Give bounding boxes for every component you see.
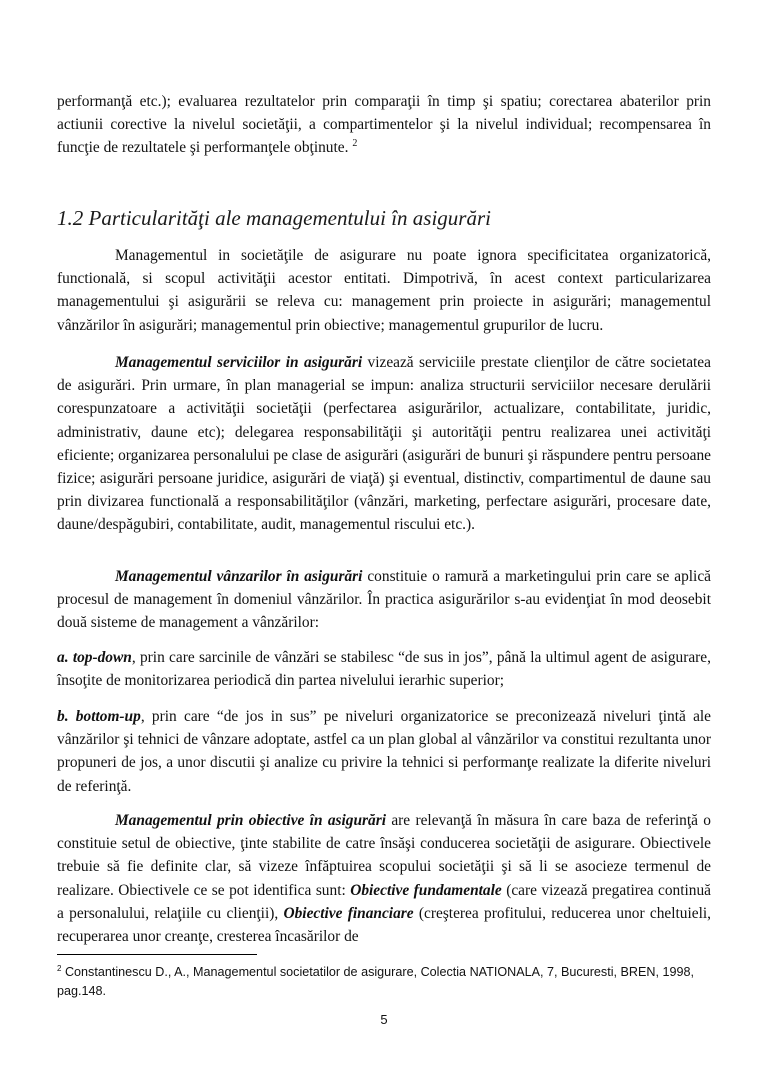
sales-management-text: constituie o ramură a marketingului prin care se aplică procesul de management în domeniul vânzărilor. În practica asigurărilor s-au evidenţiat în mod deosebit două sisteme de management a vânzărilor:	[57, 568, 712, 632]
bottom-up-text: , prin care “de jos in sus” pe niveluri organizatorice se preconizează niveluri ţintă ale vânzărilor şi tehnici de vânzare adoptate, astfel ca un plan global al vânzărilor va constitui rezultanta unor propuneri de jos, a unor discutii şi analize cu privire la tehnici si performanţe realizate la diferite niveluri de referinţă.	[57, 708, 712, 795]
paragraph-sales-management	[57, 565, 711, 635]
intro-paragraph	[57, 90, 711, 160]
term-bottom-up: b. bottom-up	[57, 708, 141, 725]
footnote-number: 2	[57, 963, 62, 973]
footnote-text: Constantinescu D., A., Managementul societatilor de asigurare, Colectia NATIONALA, 7, Bucuresti, BREN, 1998, pag.148.	[57, 965, 695, 998]
term-sales-management: Managementul vânzarilor în asigurări	[115, 568, 363, 585]
footnote-reference[interactable]: 2	[352, 138, 358, 150]
top-down-text: , prin care sarcinile de vânzări se stabilesc “de sus in jos”, până la ultimul agent de asigurare, însoţite de monitorizarea periodică din partea nivelului ierarhic superior;	[57, 649, 711, 690]
paragraph-objectives-management	[57, 809, 711, 948]
paragraph-services-management	[57, 351, 711, 537]
term-objectives-management: Managementul prin obiective în asigurări	[115, 812, 387, 829]
objectives-text-2: (care vizează pregatirea continuă a personalului, relaţiile cu clienţii),	[57, 881, 711, 922]
term-financial-objectives: Obiective financiare	[283, 904, 414, 922]
term-fundamental-objectives: Obiective fundamentale	[350, 881, 502, 899]
list-item-top-down	[57, 646, 711, 692]
section-heading: 1.2 Particularităţi ale managementului în asigurări	[57, 206, 491, 230]
footnote	[57, 963, 711, 1001]
services-management-text: vizează serviciile prestate clienţilor de către societatea de asigurări. Prin urmare, în plan managerial se impun: analiza structurii serviciilor necesare derulării corespunzatoare a activităţii societăţii (perfectarea asigurărilor, actualizare, contabilitate, juridic, administrativ, daune etc); delegarea responsabilităţii şi autorităţii pentru realizarea unei activităţi eficiente; organizarea personalului pe clase de asigurări (asigurări de bunuri şi răspundere pentru persoane fizice; asigurări persoane juridice, asigurări de viaţă) şi eventual, distinctiv, compartimentul de daune sau prin divizarea functională a responsabilităţilor (vânzări, marketing, perfectare asigurări, procesare date, daune/despăgubiri, contabilitate, audit, managementul riscului etc.).	[57, 354, 711, 534]
intro-text: performanţă etc.); evaluarea rezultatelor prin comparaţii în timp şi spatiu; corectarea abaterilor prin actiunii corective la nivelul societăţii, a compartimentelor şi la nivelul individual; recompensarea în funcţie de rezultatele şi performanţele obţinute.	[57, 93, 711, 157]
objectives-text-1: are relevanţă în măsura în care baza de referinţă o constituie setul de obiective, ţinte stabilite de catre însăşi conducerea societăţii de asigurare. Obiectivele trebuie să fie definite clar, să vizeze înfăptuirea scopului societăţii şi să li se asocieze termenul de realizare. Obiectivele ce se pot identifica sunt:	[57, 812, 712, 899]
list-item-bottom-up	[57, 705, 711, 798]
objectives-text-3: (creşterea profitului, reducerea unor cheltuieli, recuperarea unor creanţe, cresterea încasărilor de	[57, 904, 712, 946]
footnote-separator	[57, 954, 257, 955]
term-top-down: a. top-down	[57, 649, 132, 666]
term-services-management: Managementul serviciilor in asigurări	[115, 354, 363, 371]
page-number: 5	[380, 1012, 388, 1027]
paragraph-overview: Managementul in societăţile de asigurare nu poate ignora specificitatea organizatorică, functională, si scopul activităţii acestor entitati. Dimpotrivă, în acest context particularizarea managementului şi asigurării se releva cu: management prin proiecte in asigurări; managementul vânzărilor în asigurări; managementul prin obiective; managementul grupurilor de lucru.	[57, 247, 711, 334]
